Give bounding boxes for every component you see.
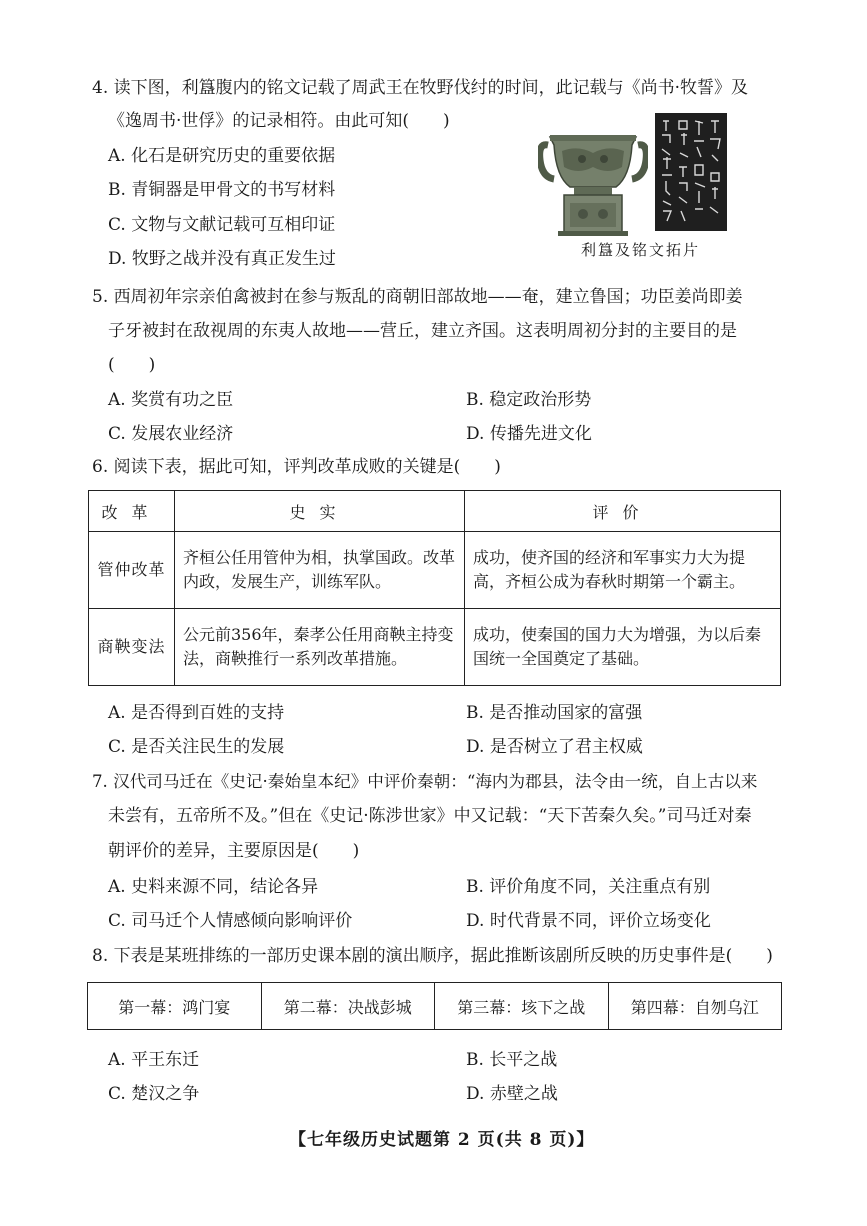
header-evaluation: 评价 [465, 491, 781, 532]
q5-option-d[interactable]: D. 传播先进文化 [466, 424, 592, 444]
q4-option-a[interactable]: A. 化石是研究历史的重要依据 [108, 146, 336, 166]
q7-option-d[interactable]: D. 时代背景不同，评价立场变化 [466, 911, 711, 931]
table-row [89, 609, 781, 686]
reform-table [88, 490, 781, 686]
q5-stem-line1: 5. 西周初年宗亲伯禽被封在参与叛乱的商朝旧部故地——奄，建立鲁国；功臣姜尚即姜 [92, 287, 743, 307]
q5-option-c[interactable]: C. 发展农业经济 [108, 424, 234, 444]
q5-stem-line3: ( ) [108, 355, 156, 375]
header-reform: 改革 [89, 491, 175, 532]
reform-name: 管仲改革 [89, 532, 175, 609]
table-row [89, 532, 781, 609]
q5-option-a[interactable]: A. 奖赏有功之臣 [108, 390, 234, 410]
reform-facts: 公元前356年，秦孝公任用商鞅主持变法，商鞅推行一系列改革措施。 [175, 609, 465, 686]
q4-stem-line1: 4. 读下图，利簋腹内的铭文记载了周武王在牧野伐纣的时间，此记载与《尚书·牧誓》及 [92, 78, 749, 98]
q6-option-d[interactable]: D. 是否树立了君主权威 [466, 737, 643, 757]
play-acts-table [87, 982, 782, 1030]
reform-evaluation: 成功，使齐国的经济和军事实力大为提高，齐桓公成为春秋时期第一个霸主。 [465, 532, 781, 609]
act-2: 第二幕：决战彭城 [261, 983, 435, 1030]
q7-stem-line3: 朝评价的差异，主要原因是( ) [108, 841, 360, 861]
table-row [88, 983, 782, 1030]
reform-evaluation: 成功，使秦国的国力大为增强，为以后秦国统一全国奠定了基础。 [465, 609, 781, 686]
q6-stem: 6. 阅读下表，据此可知，评判改革成败的关键是( ) [92, 457, 501, 477]
q4-option-b[interactable]: B. 青铜器是甲骨文的书写材料 [108, 180, 336, 200]
li-gui-bronze-vessel-image [538, 115, 648, 237]
q4-option-c[interactable]: C. 文物与文献记载可互相印证 [108, 215, 336, 235]
reform-name: 商鞅变法 [89, 609, 175, 686]
q5-option-b[interactable]: B. 稳定政治形势 [466, 390, 592, 410]
q4-stem-line2: 《逸周书·世俘》的记录相符。由此可知( ) [108, 111, 450, 131]
q8-option-d[interactable]: D. 赤壁之战 [466, 1084, 558, 1104]
q8-option-b[interactable]: B. 长平之战 [466, 1050, 558, 1070]
q6-option-a[interactable]: A. 是否得到百姓的支持 [108, 703, 285, 723]
q7-option-c[interactable]: C. 司马迁个人情感倾向影响评价 [108, 911, 353, 931]
q8-stem: 8. 下表是某班排练的一部历史课本剧的演出顺序，据此推断该剧所反映的历史事件是( ) [92, 946, 773, 966]
reform-facts: 齐桓公任用管仲为相，执掌国政。改革内政，发展生产，训练军队。 [175, 532, 465, 609]
q8-option-a[interactable]: A. 平王东迁 [108, 1050, 200, 1070]
q7-option-b[interactable]: B. 评价角度不同，关注重点有别 [466, 877, 711, 897]
q7-stem-line1: 7. 汉代司马迁在《史记·秦始皇本纪》中评价秦朝：“海内为郡县，法令由一统，自上古以来 [92, 772, 758, 791]
q4-option-d[interactable]: D. 牧野之战并没有真正发生过 [108, 249, 336, 269]
q5-stem-line2: 子牙被封在敌视周的东夷人故地——营丘，建立齐国。这表明周初分封的主要目的是 [108, 321, 737, 341]
q7-stem-line2: 未尝有，五帝所不及。”但在《史记·陈涉世家》中又记载：“天下苦秦久矣。”司马迁对秦 [108, 806, 752, 826]
header-facts: 史实 [175, 491, 465, 532]
q6-option-c[interactable]: C. 是否关注民生的发展 [108, 737, 285, 757]
act-3: 第三幕：垓下之战 [435, 983, 609, 1030]
page-footer: 【七年级历史试题第 2 页(共 8 页)】 [289, 1130, 595, 1150]
q6-option-b[interactable]: B. 是否推动国家的富强 [466, 703, 643, 723]
q8-option-c[interactable]: C. 楚汉之争 [108, 1084, 200, 1104]
act-4: 第四幕：自刎乌江 [608, 983, 782, 1030]
q7-option-a[interactable]: A. 史料来源不同，结论各异 [108, 877, 319, 897]
reform-table-header-row [89, 491, 781, 532]
inscription-rubbing-image [655, 113, 727, 231]
image-caption: 利簋及铭文拓片 [581, 241, 701, 259]
act-1: 第一幕：鸿门宴 [88, 983, 262, 1030]
